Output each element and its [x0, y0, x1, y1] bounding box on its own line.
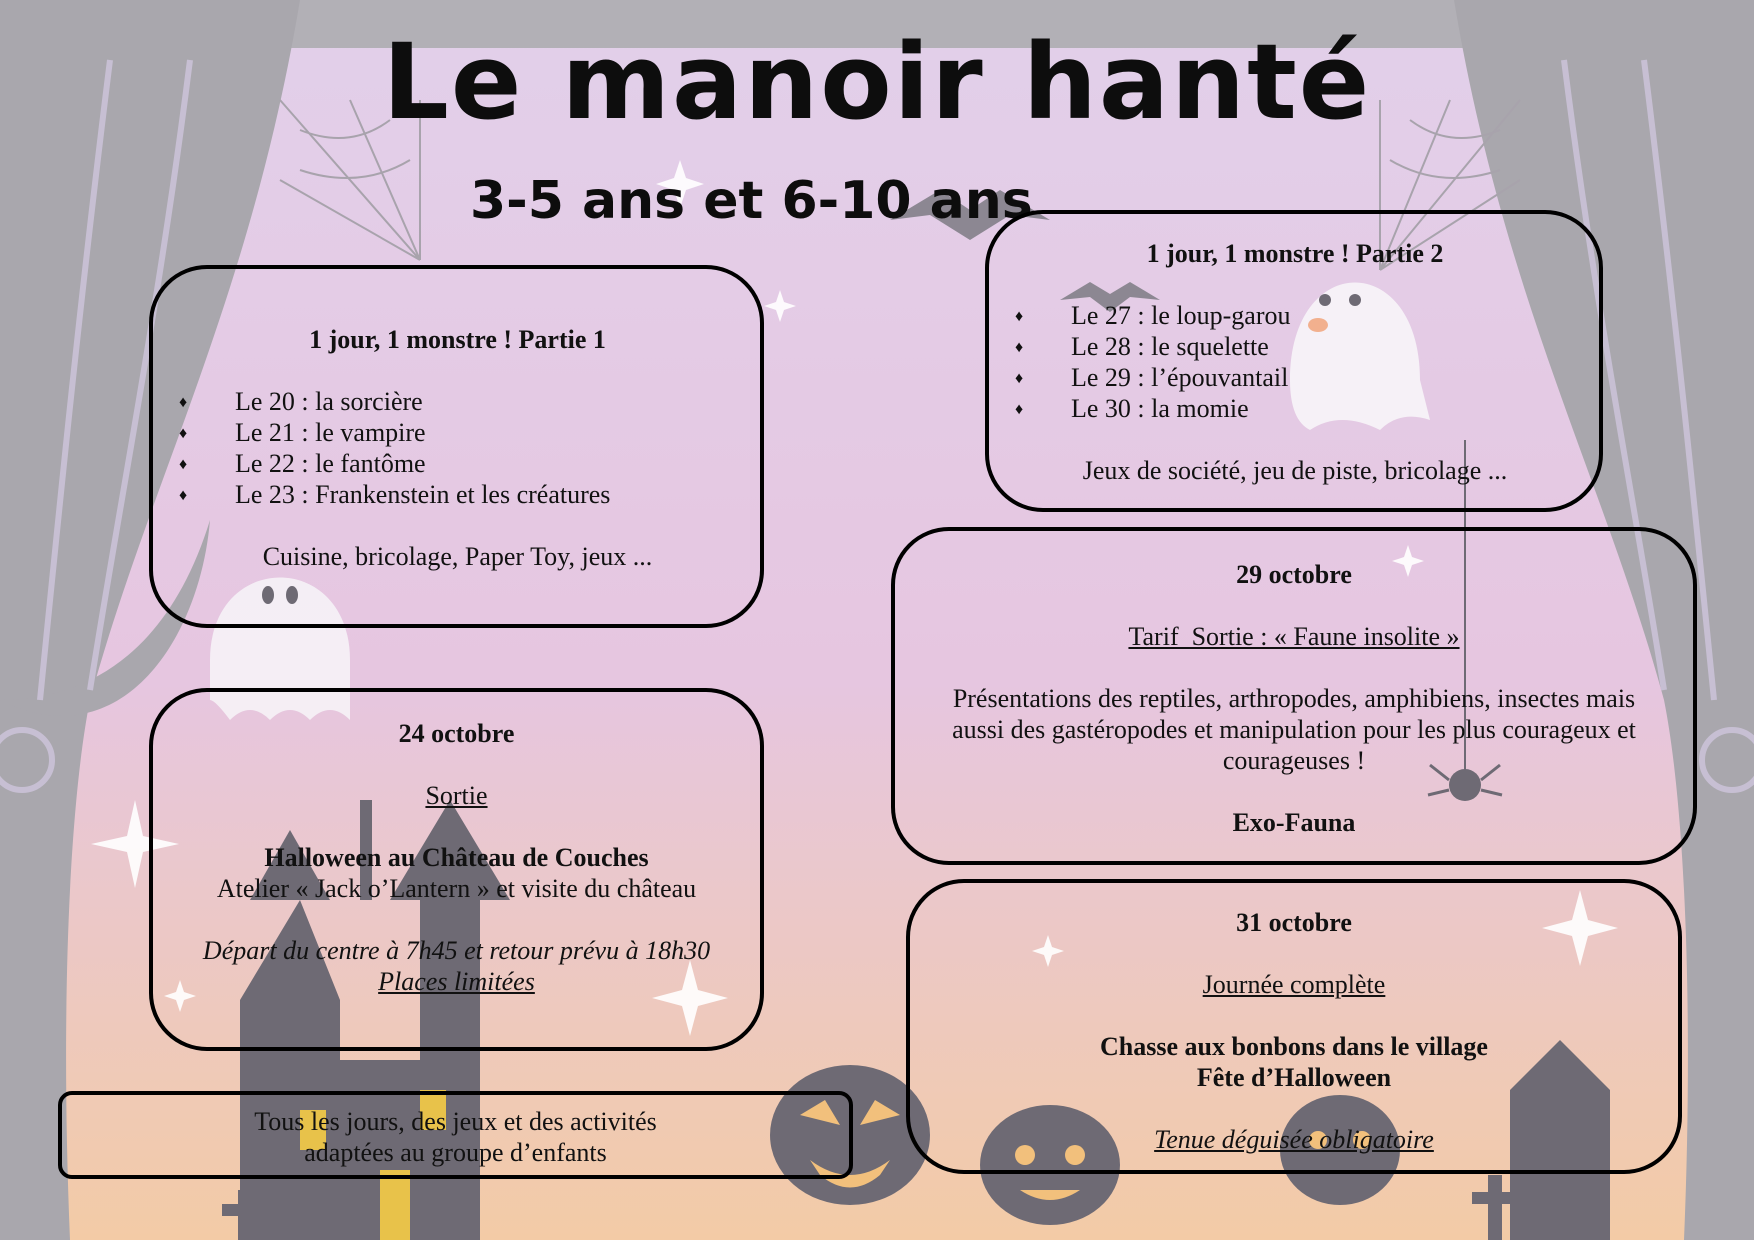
monster-list: [1015, 300, 1575, 424]
card-partie-2: [985, 210, 1603, 512]
page-title: Le manoir hanté: [382, 21, 1372, 143]
list-item: ♦ Le 28 : le squelette: [1015, 331, 1575, 362]
event-title: Halloween au Château de Couches: [264, 843, 649, 872]
list-item: ♦ Le 21 : le vampire: [179, 417, 736, 448]
card-29-octobre: [891, 527, 1697, 865]
list-item: ♦ Le 27 : le loup-garou: [1015, 300, 1575, 331]
footer-note: [58, 1091, 853, 1179]
outing-type: Sortie: [425, 781, 488, 810]
footer-note-text: Tous les jours, des jeux et des activités adaptées au groupe d’enfants: [254, 1107, 657, 1167]
outing-type: Tarif Sortie : « Faune insolite »: [1128, 622, 1460, 651]
list-item: ♦ Le 23 : Frankenstein et les créatures: [179, 479, 736, 510]
card-partie-1: [149, 265, 764, 628]
activities-text: Jeux de société, jeu de piste, bricolage ...: [1082, 456, 1508, 485]
card-heading: 1 jour, 1 monstre ! Partie 2: [1146, 239, 1444, 268]
event-title: Chasse aux bonbons dans le village: [1100, 1032, 1488, 1061]
event-description: Présentations des reptiles, arthropodes, amphibiens, insectes mais aussi des gastéropodes et manipulation pour les plus courageux et courageuses !: [952, 684, 1636, 775]
activities-text: Cuisine, bricolage, Paper Toy, jeux ...: [262, 542, 653, 571]
card-24-octobre: [149, 688, 764, 1051]
card-date: 29 octobre: [1236, 560, 1352, 589]
list-item: ♦ Le 22 : le fantôme: [179, 448, 736, 479]
card-date: 24 octobre: [398, 719, 515, 748]
card-31-octobre: [906, 879, 1682, 1174]
event-subtitle: Fête d’Halloween: [1196, 1063, 1392, 1092]
card-heading: 1 jour, 1 monstre ! Partie 1: [309, 325, 606, 354]
day-type: Journée complète: [1202, 970, 1386, 999]
card-date: 31 octobre: [1236, 908, 1352, 937]
list-item: ♦ Le 20 : la sorcière: [179, 386, 736, 417]
limited-places-note: Places limitées: [378, 967, 535, 996]
provider-name: Exo-Fauna: [1232, 808, 1356, 837]
page-subtitle: 3-5 ans et 6-10 ans: [470, 171, 1033, 231]
monster-list: [179, 386, 736, 510]
departure-info: Départ du centre à 7h45 et retour prévu à 18h30: [202, 936, 711, 965]
costume-note: Tenue déguisée obligatoire: [1154, 1125, 1434, 1154]
list-item: ♦ Le 29 : l’épouvantail: [1015, 362, 1575, 393]
event-description: Atelier « Jack o’Lantern » et visite du château: [216, 874, 697, 903]
list-item: ♦ Le 30 : la momie: [1015, 393, 1575, 424]
